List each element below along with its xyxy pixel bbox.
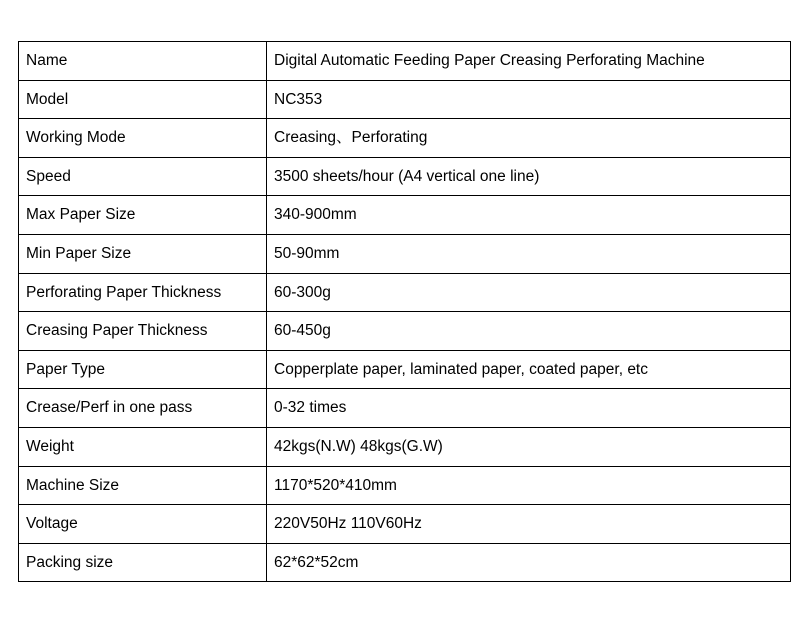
- table-row: [19, 196, 791, 235]
- spec-label: Packing size: [19, 543, 267, 582]
- table-row: [19, 389, 791, 428]
- spec-value: 3500 sheets/hour (A4 vertical one line): [267, 157, 791, 196]
- spec-label: Perforating Paper Thickness: [19, 273, 267, 312]
- spec-value: 50-90mm: [267, 234, 791, 273]
- spec-label: Min Paper Size: [19, 234, 267, 273]
- table-row: [19, 427, 791, 466]
- table-row: [19, 234, 791, 273]
- spec-label: Crease/Perf in one pass: [19, 389, 267, 428]
- spec-value: 60-450g: [267, 312, 791, 351]
- spec-value: 42kgs(N.W) 48kgs(G.W): [267, 427, 791, 466]
- spec-value: 60-300g: [267, 273, 791, 312]
- spec-value: 1170*520*410mm: [267, 466, 791, 505]
- spec-value: 220V50Hz 110V60Hz: [267, 505, 791, 544]
- table-row: [19, 350, 791, 389]
- table-row: [19, 505, 791, 544]
- spec-label: Speed: [19, 157, 267, 196]
- spec-label: Model: [19, 80, 267, 119]
- spec-table: [18, 41, 791, 582]
- spec-label: Paper Type: [19, 350, 267, 389]
- table-row: [19, 312, 791, 351]
- spec-label: Machine Size: [19, 466, 267, 505]
- spec-table-body: [19, 42, 791, 582]
- spec-value: Creasing、Perforating: [267, 119, 791, 158]
- spec-value: Copperplate paper, laminated paper, coated paper, etc: [267, 350, 791, 389]
- table-row: [19, 466, 791, 505]
- spec-label: Max Paper Size: [19, 196, 267, 235]
- table-row: [19, 42, 791, 81]
- spec-value: 62*62*52cm: [267, 543, 791, 582]
- table-row: [19, 543, 791, 582]
- table-row: [19, 157, 791, 196]
- table-row: [19, 119, 791, 158]
- spec-value: 340-900mm: [267, 196, 791, 235]
- spec-value: NC353: [267, 80, 791, 119]
- spec-label: Working Mode: [19, 119, 267, 158]
- spec-label: Voltage: [19, 505, 267, 544]
- table-row: [19, 80, 791, 119]
- table-row: [19, 273, 791, 312]
- spec-label: Creasing Paper Thickness: [19, 312, 267, 351]
- spec-label: Name: [19, 42, 267, 81]
- spec-value: Digital Automatic Feeding Paper Creasing Perforating Machine: [267, 42, 791, 81]
- spec-value: 0-32 times: [267, 389, 791, 428]
- spec-label: Weight: [19, 427, 267, 466]
